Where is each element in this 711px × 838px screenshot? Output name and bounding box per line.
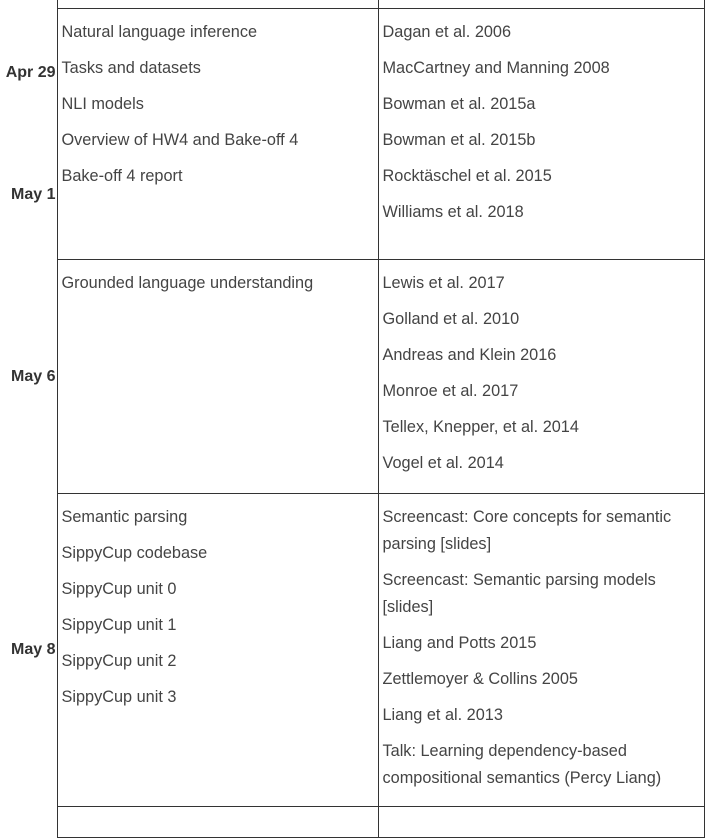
topic-link[interactable]: SippyCup unit 2 xyxy=(61,652,177,670)
topic-link[interactable]: Overview of HW4 and Bake-off 4 xyxy=(61,131,299,149)
table-row xyxy=(0,9,704,260)
table-row xyxy=(0,807,704,838)
reading-link[interactable]: Liang and Potts 2015 xyxy=(382,634,537,652)
topics-cell xyxy=(57,9,378,260)
reading-link[interactable]: Tellex, Knepper, et al. 2014 xyxy=(382,418,579,436)
reading-link[interactable]: Liang et al. 2013 xyxy=(382,706,503,724)
reading-link[interactable]: Williams et al. 2018 xyxy=(382,203,524,221)
date-label: May 8 xyxy=(11,641,56,658)
topic-link[interactable]: SippyCup unit 1 xyxy=(61,616,177,634)
readings-cell xyxy=(378,260,704,494)
table-row xyxy=(0,260,704,494)
date-label: May 1 xyxy=(11,186,56,203)
topics-cell xyxy=(57,494,378,807)
date-label: May 6 xyxy=(11,367,56,385)
reading-link[interactable]: Golland et al. 2010 xyxy=(382,310,520,328)
readings-cell xyxy=(378,807,704,838)
reading-link[interactable]: Talk: Learning dependency-based compositional semantics (Percy Liang) xyxy=(382,742,662,787)
topics-cell xyxy=(57,807,378,838)
reading-link[interactable]: Screencast: Core concepts for semantic parsing [slides] xyxy=(382,508,672,553)
table-row xyxy=(0,0,704,9)
reading-link[interactable]: Screencast: Semantic parsing models [slides] xyxy=(382,571,656,616)
reading-link[interactable]: Lewis et al. 2017 xyxy=(382,274,505,292)
date-cell xyxy=(0,494,57,807)
topic-link[interactable]: SippyCup unit 0 xyxy=(61,580,177,598)
reading-link[interactable]: Zettlemoyer & Collins 2005 xyxy=(382,670,578,688)
topic-link[interactable]: Natural language inference xyxy=(61,23,258,41)
reading-link[interactable]: Bowman et al. 2015b xyxy=(382,131,536,149)
reading-link[interactable]: Monroe et al. 2017 xyxy=(382,382,519,400)
topic-link[interactable]: SippyCup codebase xyxy=(61,544,208,562)
table-row xyxy=(0,494,704,807)
topic-link[interactable]: Semantic parsing xyxy=(61,508,188,526)
reading-link[interactable]: Vogel et al. 2014 xyxy=(382,454,504,472)
reading-link[interactable]: Andreas and Klein 2016 xyxy=(382,346,557,364)
readings-cell xyxy=(378,494,704,807)
reading-link[interactable]: Dagan et al. 2006 xyxy=(382,23,512,41)
topic-link[interactable]: NLI models xyxy=(61,95,144,113)
topic-link[interactable]: Grounded language understanding xyxy=(61,274,314,292)
topic-link[interactable]: Tasks and datasets xyxy=(61,59,201,77)
topic-link[interactable]: SippyCup unit 3 xyxy=(61,688,177,706)
date-cell xyxy=(0,260,57,494)
date-label: Apr 29 xyxy=(5,64,56,81)
readings-cell xyxy=(378,9,704,260)
reading-link[interactable]: Bowman et al. 2015a xyxy=(382,95,536,113)
reading-link[interactable]: Rocktäschel et al. 2015 xyxy=(382,167,552,185)
topic-link[interactable]: Bake-off 4 report xyxy=(61,167,183,185)
reading-link[interactable]: MacCartney and Manning 2008 xyxy=(382,59,610,77)
topics-cell xyxy=(57,260,378,494)
date-cell xyxy=(0,9,57,260)
